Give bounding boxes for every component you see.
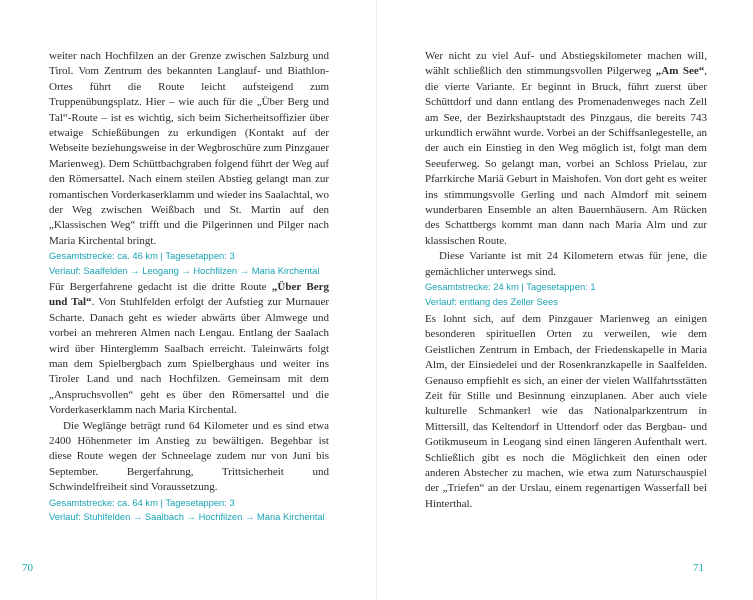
route-berg-und-tal-text-start: Für Bergerfahrene gedacht ist die dritte Route bbox=[49, 281, 272, 293]
route-anspruchsvoll-stats: Gesamtstrecke: ca. 46 km | Tagesetappen: 3 bbox=[49, 250, 235, 262]
spiritual-places-section bbox=[425, 312, 707, 512]
right-page bbox=[377, 0, 753, 600]
route-am-see-course: Verlauf: entlang des Zeller Sees bbox=[425, 295, 558, 307]
route-am-see-text-end: , die vierte Variante. Er beginnt in Bruck, führt zuerst über Schüttdorf und dann entlang des Promenadenweges nach Zell am See, der Bezirkshauptstadt des Pinzgaus, die bereits 743 urkundlich erwähnt wurde. Vorbei an der Schiffsanlegestelle, an der auch ein Einstieg in den Weg möglich ist, folgt man dem Seeuferweg. So gelangt man, vorbei an Schloss Prielau, zur Pfarrkirche Mariä Geburt in Maishofen. Von dort geht es weiter ins stimmungsvolle Gerling und nach Almdorf mit seinem wunderbaren Ensemble an alten Bauernhäusern. Am Rücken des Schattbergs kommt man dann nach Maria Alm und zur klassischen Route. bbox=[425, 65, 707, 247]
route-berg-und-tal-details: Die Weglänge beträgt rund 64 Kilometer und es sind etwa 2400 Höhenmeter im Anstieg zu bewältigen. Begehbar ist diese Route wegen der Schneelage zudem nur von Juni bis September. Bergerfahrung, Trittsicherheit und Schwindelfreiheit sind Voraussetzung. bbox=[49, 419, 329, 494]
route-am-see-details: Diese Variante ist mit 24 Kilometern etwas für jene, die gemächlicher unterwegs sind. bbox=[425, 250, 707, 278]
route-am-see-section bbox=[425, 49, 707, 309]
route-berg-und-tal-text bbox=[49, 280, 329, 419]
page-number-right: 71 bbox=[693, 562, 704, 574]
route-am-see-text-start: Wer nicht zu viel Auf- und Abstiegskilometer machen will, wählt schließlich den stimmungsvollen Pilgerweg bbox=[425, 50, 707, 78]
route-berg-und-tal-text-end: . Von Stuhlfelden erfolgt der Aufstieg zur Murnauer Scharte. Danach geht es wieder abwärts über Almwege und vorbei an mehreren Almen nach Lengau. Entlang der Saalach wird über Hinterglemm Saalbach erreicht. Taleinwärts folgt man dem Spielbergbach zum Spielberghaus und weiter ins Tiroler Land und nach Hochfilzen. Gemeinsam mit dem „Anspruchsvollen“ geht es über den Römersattel und die Vorderkaserklamm nach Maria Kirchental. bbox=[49, 296, 329, 417]
route-am-see-name: „Am See“ bbox=[655, 65, 705, 78]
route-berg-und-tal-section bbox=[49, 280, 329, 525]
route-berg-und-tal-stats: Gesamtstrecke: ca. 64 km | Tagesetappen: 3 bbox=[49, 496, 235, 508]
page-number-left: 70 bbox=[22, 562, 33, 574]
route-anspruchsvoll-course: Verlauf: Saalfelden → Leogang → Hochfilzen → Maria Kirchental bbox=[49, 264, 320, 276]
spiritual-places-text: Es lohnt sich, auf dem Pinzgauer Marienweg an einigen besonderen spirituellen Orten zu verweilen, wie dem Geistlichen Zentrum in Embach, der Friedenskapelle in Maria Alm, der Einsiedelei und der Rosenkranzkapelle in Saalfelden. Genauso empfiehlt es sich, an einer der vielen Wallfahrtsstätten Zeit für Stille und Besinnung einzuplanen. Aber auch viele kulturelle Schmankerl wie das Nationalparkzentrum in Mittersill, das Keltendorf in Uttendorf oder das Bergbau- und Gotikmuseum in Leogang sind einen längeren Aufenthalt wert. Schließlich gibt es noch die Möglichkeit den einen oder anderen Abstecher zu machen, wie etwa zum Naturschauspiel der „Triefen“ an der Urslau, einem regenartigen Wasserfall bei Hinterthal. bbox=[425, 313, 707, 510]
left-page bbox=[0, 0, 376, 600]
route-berg-und-tal-name: „Über Berg und Tal“ bbox=[49, 281, 329, 309]
route-anspruchsvoll-text: weiter nach Hochfilzen an der Grenze zwischen Salzburg und Tirol. Vom Zentrum des bekannten Langlauf- und Biathlon-Ortes führt die Route leicht aufsteigend zum Truppenübungsplatz. Hier – wie auch für die „Über Berg und Tal“-Route – ist es wichtig, sich beim Sicherheitsoffizier über etwaige Schießübungen zu erkundigen (Kontakt auf der Webseite beziehungsweise in der Wegbroschüre zum Pinzgauer Marienweg). Dem Schüttbachgraben folgend führt der Weg auf den Römersattel. Nach einem steilen Abstieg gelangt man zur romantischen Vorderkaserklamm und wieder ins Saalachtal, wo der Weg zwischen Weißbach und St. Martin auf den „Klassischen Weg“ trifft und die Pilgerinnen und Pilger nach Maria Kirchental bringt. bbox=[49, 50, 329, 247]
route-am-see-stats: Gesamtstrecke: 24 km | Tagesetappen: 1 bbox=[425, 281, 596, 293]
route-anspruchsvoll-section bbox=[49, 49, 329, 278]
route-berg-und-tal-course: Verlauf: Stuhlfelden → Saalbach → Hochfilzen → Maria Kirchental bbox=[49, 511, 325, 523]
route-am-see-text bbox=[425, 49, 707, 249]
